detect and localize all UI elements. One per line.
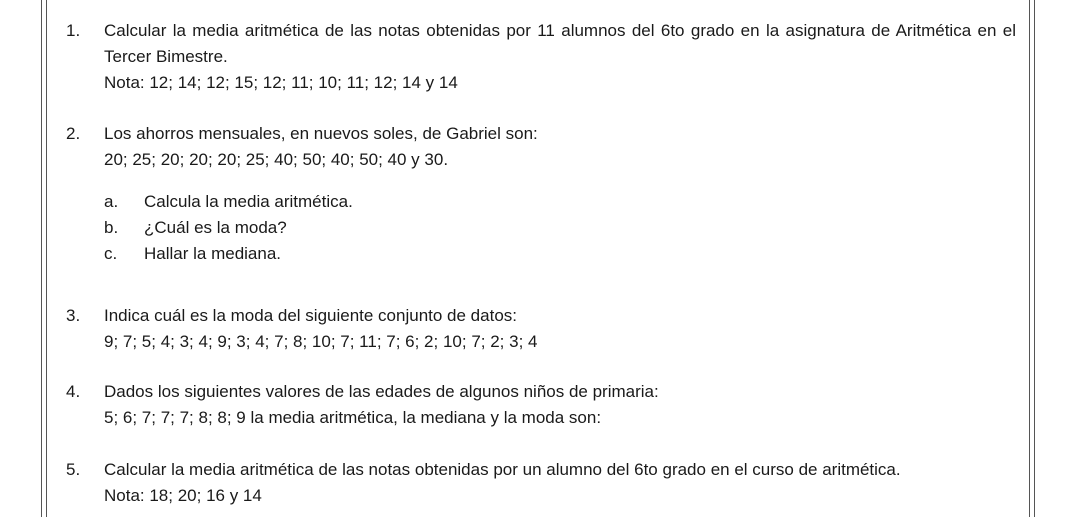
question-text: Calcular la media aritmética de las notas obtenidas por un alumno del 6to grado en el curso de aritmética.	[104, 460, 901, 479]
sub-question-letter: b.	[104, 218, 119, 237]
question-4	[66, 379, 1016, 431]
question-3	[66, 303, 1016, 355]
sub-question-text: ¿Cuál es la moda?	[144, 218, 287, 237]
question-number: 5.	[66, 460, 81, 479]
sub-question-letter: c.	[104, 244, 118, 263]
question-number: 4.	[66, 382, 81, 401]
sub-question-text: Calcula la media aritmética.	[144, 192, 353, 211]
question-data: Nota: 18; 20; 16 y 14	[104, 486, 262, 505]
question-number: 3.	[66, 306, 81, 325]
question-5	[66, 457, 1016, 509]
sub-question-text: Hallar la mediana.	[144, 244, 282, 263]
sub-question-list	[104, 189, 1016, 267]
page-border-left-outer	[41, 0, 42, 517]
sub-question-c	[104, 241, 1016, 267]
sub-question-b	[104, 215, 1016, 241]
question-text: Indica cuál es la moda del siguiente conjunto de datos:	[104, 306, 517, 325]
page-border-right-outer	[1034, 0, 1035, 517]
page-border-left-inner	[46, 0, 47, 517]
question-text: Los ahorros mensuales, en nuevos soles, de Gabriel son:	[104, 124, 538, 143]
question-number: 2.	[66, 124, 81, 143]
question-data: 9; 7; 5; 4; 3; 4; 9; 3; 4; 7; 8; 10; 7; 11; 7; 6; 2; 10; 7; 2; 3; 4	[104, 332, 538, 351]
page-border-right-inner	[1029, 0, 1030, 517]
question-2	[66, 121, 1016, 267]
question-data: 5; 6; 7; 7; 7; 8; 8; 9 la media aritmética, la mediana y la moda son:	[104, 408, 602, 427]
sub-question-letter: a.	[104, 192, 119, 211]
question-data: 20; 25; 20; 20; 20; 25; 40; 50; 40; 50; 40 y 30.	[104, 150, 449, 169]
question-text: Dados los siguientes valores de las edades de algunos niños de primaria:	[104, 382, 659, 401]
question-1	[66, 18, 1016, 96]
question-data: Nota: 12; 14; 12; 15; 12; 11; 10; 11; 12; 14 y 14	[104, 73, 458, 92]
question-text: Calcular la media aritmética de las notas obtenidas por 11 alumnos del 6to grado en la asignatura de Aritmética en el Tercer Bimestre.	[104, 21, 1016, 66]
question-number: 1.	[66, 21, 81, 40]
sub-question-a	[104, 189, 1016, 215]
